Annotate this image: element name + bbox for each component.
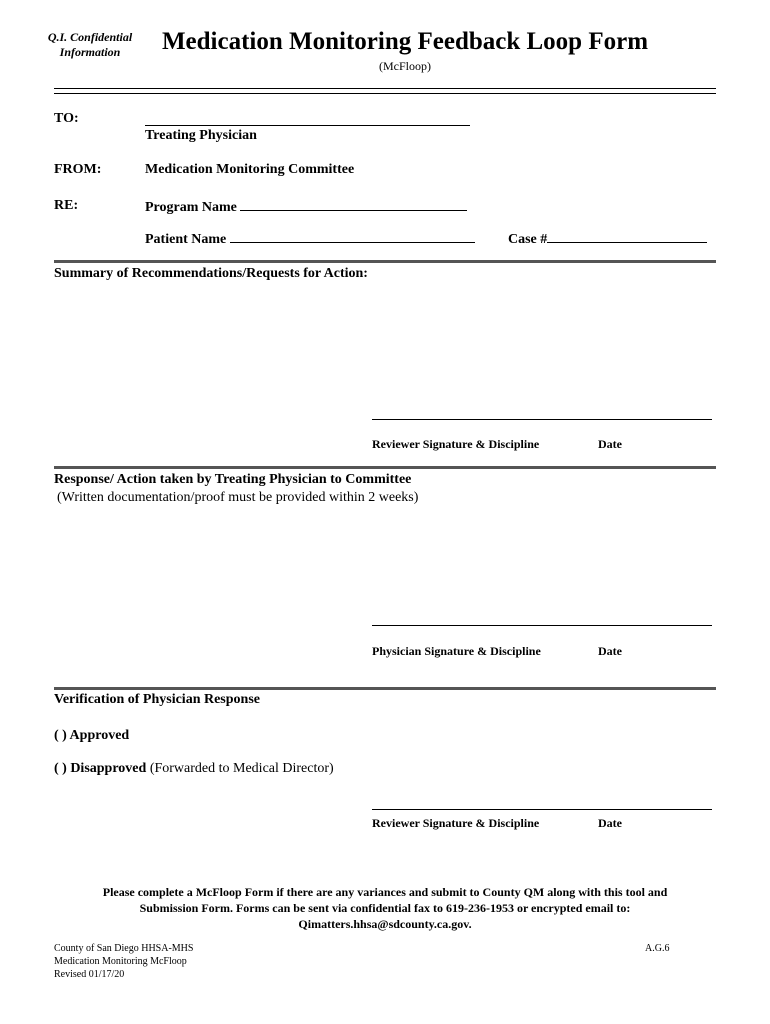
- section-divider-3: [54, 687, 716, 690]
- form-meta: [54, 942, 193, 981]
- physician-signature-label: Physician Signature & Discipline: [372, 644, 541, 658]
- form-title: Medication Monitoring Feedback Loop Form: [161, 28, 649, 55]
- instructions-line-2: Submission Form. Forms can be sent via confidential fax to 619-236-1953 or encrypted email to:: [139, 901, 631, 915]
- case-number-blank[interactable]: [547, 230, 707, 243]
- form-code: A.G.6: [645, 943, 670, 954]
- meta-revised: Revised 01/17/20: [54, 969, 125, 980]
- patient-name-field[interactable]: [145, 230, 475, 248]
- response-heading: Response/ Action taken by Treating Physician to Committee: [54, 472, 412, 487]
- patient-name-label: Patient Name: [145, 232, 227, 247]
- form-subtitle: (McFloop): [379, 59, 431, 73]
- confidential-line-2: Information: [59, 45, 121, 59]
- disapproved-note: (Forwarded to Medical Director): [149, 761, 334, 776]
- re-label: RE:: [54, 198, 79, 213]
- disapproved-option[interactable]: ( ) Disapproved: [54, 761, 147, 776]
- summary-signature-label: Reviewer Signature & Discipline: [372, 437, 540, 451]
- section-divider-2: [54, 466, 716, 469]
- instructions: [54, 884, 716, 932]
- meta-org: County of San Diego HHSA-MHS: [54, 943, 194, 954]
- to-value: Treating Physician: [145, 128, 257, 143]
- approved-option[interactable]: ( ) Approved: [54, 728, 130, 743]
- case-number-label: Case #: [508, 232, 548, 247]
- program-name-label: Program Name: [145, 200, 237, 215]
- summary-date-label: Date: [598, 437, 622, 451]
- verification-signature-label: Reviewer Signature & Discipline: [372, 816, 540, 830]
- patient-name-blank[interactable]: [230, 230, 475, 243]
- summary-heading: Summary of Recommendations/Requests for Action:: [54, 266, 368, 281]
- physician-date-label: Date: [598, 644, 622, 658]
- header-divider: [54, 88, 716, 94]
- from-value: Medication Monitoring Committee: [145, 162, 355, 177]
- verification-date-label: Date: [598, 816, 622, 830]
- to-signature-line[interactable]: [145, 124, 470, 126]
- from-label: FROM:: [54, 162, 102, 177]
- program-name-field[interactable]: [145, 198, 467, 216]
- verification-signature-line[interactable]: [372, 808, 712, 810]
- verification-heading: Verification of Physician Response: [54, 692, 260, 707]
- instructions-line-1: Please complete a McFloop Form if there are any variances and submit to County QM along with this tool and: [102, 885, 668, 899]
- confidential-line-1: Q.I. Confidential: [47, 30, 133, 44]
- disapproved-row[interactable]: [54, 761, 334, 777]
- meta-form-name: Medication Monitoring McFloop: [54, 956, 187, 967]
- to-label: TO:: [54, 111, 79, 126]
- section-divider-1: [54, 260, 716, 263]
- case-number-field[interactable]: [508, 230, 707, 248]
- response-note: (Written documentation/proof must be provided within 2 weeks): [57, 490, 419, 505]
- physician-signature-line[interactable]: [372, 624, 712, 626]
- summary-signature-line[interactable]: [372, 418, 712, 420]
- instructions-email[interactable]: Qimatters.hhsa@sdcounty.ca.gov.: [298, 917, 472, 931]
- program-name-blank[interactable]: [240, 198, 467, 211]
